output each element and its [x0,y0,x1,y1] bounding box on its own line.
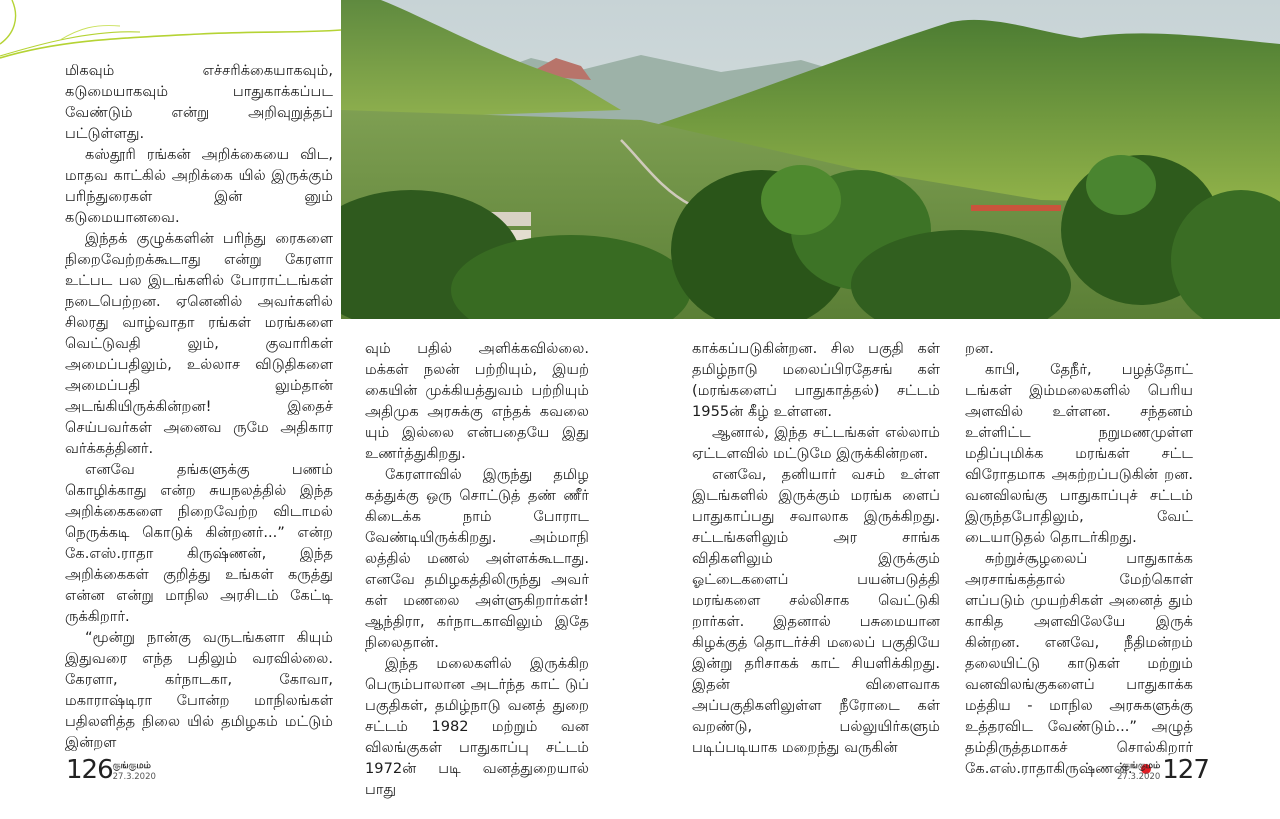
article-column-3 [692,338,940,758]
paragraph: வும் பதில் அளிக்கவில்லை. மக்கள் நலன் பற்றியும், இயற் கையின் முக்கியத்துவம் பற்றியும் அதிமுக அரசுக்கு எந்தக் கவலை யும் இல்லை என்பதையே இது உணர்த்துகிறது. [365,340,589,462]
paragraph-text: சுற்றுச்சூழலைப் பாதுகாக்க அரசாங்கத்தால் மேற்கொள் ளப்படும் முயற்சிகள் அனைத் தும் காகித அளவிலேயே இருக் கின்றன. எனவே, நீதிமன்றம் தலையிட்டு காடுகள் மற்றும் வனவிலங்குகளைப் பாதுகாக்க மத்திய - மாநில அரசுகளுக்கு உத்தரவிட வேண்டும்...” அழுத் தம்திருத்தமாகச் சொல்கிறார் கே.எஸ்.ராதாகிருஷ்ணன். [965,550,1193,777]
paragraph: எனவே, தனியார் வசம் உள்ள இடங்களில் இருக்கும் மரங்க ளைப் பாதுகாப்பது சவாலாக இருக்கிறது. சட்டங்களிலும் அர சாங்க விதிகளிலும் இருக்கும் ஓட்டைகளைப் பயன்படுத்தி மரங்களை சல்லிசாக வெட்டுகி றார்கள். இதனால் பசுமையான கிழக்குத் தொடர்ச்சி மலைப் பகுதியே இன்று தரிசாகக் காட் சியளிக்கிறது. இதன் விளைவாக அப்பகுதிகளிலுள்ள நீரோடை கள் வறண்டு, பல்லுயிர்களும் படிப்படியாக மறைந்து வருகின் [692,466,940,756]
paragraph: ஆனால், இந்த சட்டங்கள் எல்லாம் ஏட்டளவில் மட்டுமே இருக்கின்றன. [692,424,940,462]
page-number: 127 [1162,755,1209,785]
folio-right [1117,757,1209,783]
paragraph: எனவே தங்களுக்கு பணம் கொழிக்காது என்ற சுயநலத்தில் இந்த அறிக்கைகளை நிறைவேற்ற விடாமல் நெருக்கடி கொடுக் கின்றனர்...” என்ற கே.எஸ்.ராதா கிருஷ்ணன், இந்த அறிக்கைகள் குறித்து உங்கள் கருத்து என்ன என்று மாநில அரசிடம் கேட்டி ருக்கிறார். [65,461,333,625]
hills-landscape-photo [341,0,1280,319]
paragraph: காக்கப்படுகின்றன. சில பகுதி கள் தமிழ்நாடு மலைப்பிரதேசங் கள் (மரங்களைப் பாதுகாத்தல்) சட்டம் 1955ன் கீழ் உள்ளன. [692,340,940,420]
paragraph: கஸ்தூரி ரங்கன் அறிக்கையை விட, மாதவ காட்கில் அறிக்கை யில் இருக்கும் பரிந்துரைகள் இன் னும் கடுமையானவை. [65,146,333,226]
paragraph: இந்தக் குழுக்களின் பரிந்து ரைகளை நிறைவேற்றக்கூடாது என்று கேரளா உட்பட பல இடங்களில் போராட்டங்கள் நடைபெற்றன. ஏனெனில் அவர்களில் சிலரது வாழ்வாதா ரங்கள் மரங்களை வெட்டுவதி லும், குவாரிகள் அமைப்பதிலும், உல்லாச விடுதிகளை அமைப்பதி லும்தான் அடங்கியிருக்கின்றன! இதைச் செய்பவர்கள் அனைவ ருமே அதிகார வர்க்கத்தினர். [65,230,333,457]
magazine-mark [113,761,156,783]
magazine-mark [1117,761,1160,783]
paragraph-final [965,548,1193,779]
article-column-1 [65,60,333,753]
paragraph: மிகவும் எச்சரிக்கையாகவும், கடுமையாகவும் பாதுகாக்கப்பட வேண்டும் என்று அறிவுறுத்தப் பட்டுள்ளது. [65,62,333,142]
issue-date: 27.3.2020 [1117,772,1161,782]
paragraph: இந்த மலைகளில் இருக்கிற பெரும்பாலான அடர்ந்த காட் டுப் பகுதிகள், தமிழ்நாடு வனத் துறை சட்டம் 1982 மற்றும் வன விலங்குகள் பாதுகாப்பு சட்டம் 1972ன் படி வனத்துறையால் பாது [365,655,589,798]
magazine-name: குங்குமம் [112,761,151,771]
paragraph: காபி, தேநீர், பழத்தோட் டங்கள் இம்மலைகளில் பெரிய அளவில் உள்ளன. சந்தனம் உள்ளிட்ட நறுமணமுள்ள மதிப்புமிக்க மரங்கள் சட்ட விரோதமாக அகற்றப்படுகின் றன. வனவிலங்கு பாதுகாப்புச் சட்டம் இருந்தபோதிலும், வேட் டையாடுதல் தொடர்கிறது. [965,361,1193,546]
magazine-name: குங்குமம் [1122,761,1161,771]
page-number: 126 [66,755,113,785]
decorative-leaf-swirl [0,0,341,60]
article-column-2 [365,338,589,800]
folio-left [66,757,156,783]
paragraph: கேரளாவில் இருந்து தமிழ கத்துக்கு ஒரு சொட்டுத் தண் ணீர் கிடைக்க நாம் போராட வேண்டியிருக்கிறது. அம்மாநி லத்தில் மணல் அள்ளக்கூடாது. எனவே தமிழகத்திலிருந்து அவர் கள் மணலை அள்ளுகிறார்கள்! ஆந்திரா, கர்நாடகாவிலும் இதே நிலைதான். [365,466,589,651]
issue-date: 27.3.2020 [112,772,156,782]
paragraph: றன. [965,340,994,357]
paragraph: “மூன்று நான்கு வருடங்களா கியும் இதுவரை எந்த பதிலும் வரவில்லை. கேரளா, கர்நாடகா, கோவா, மகாராஷ்டிரா போன்ற மாநிலங்கள் பதிலளித்த நிலை யில் தமிழகம் மட்டும் இன்றள [65,629,333,751]
article-column-4 [965,338,1193,779]
